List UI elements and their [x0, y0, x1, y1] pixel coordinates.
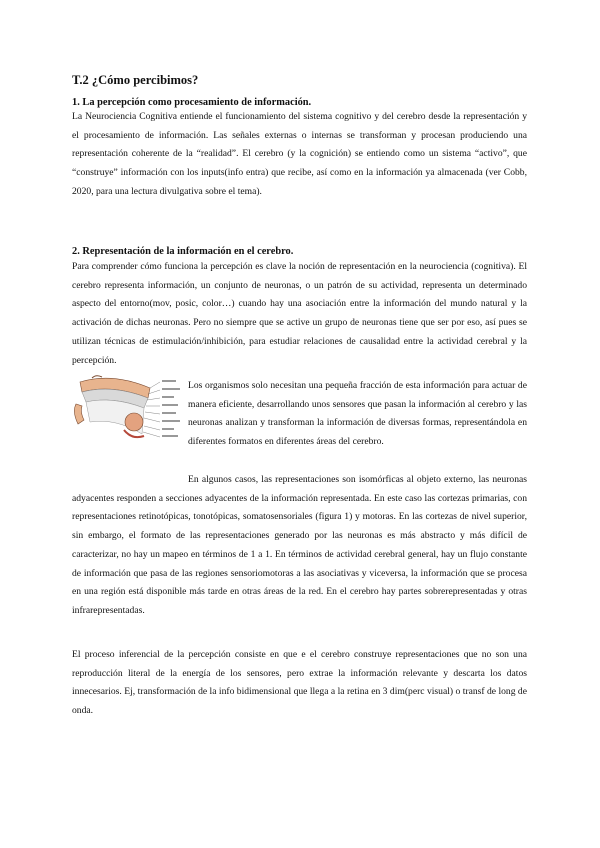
homunculus-figure-icon: [72, 374, 184, 444]
section-2-heading: 2. Representación de la información en el cerebro.: [72, 246, 294, 257]
section-2-paragraph-2: En algunos casos, las representaciones son isomórficas al objeto externo, las neuronas adyacentes responden a secciones adyacentes de la información representada. En este caso las cortezas primarias, con representaciones retinotópicas, tonotópicas, somatosensoriales (figura 1) y motoras. En las cortezas de nivel superior, sin embargo, el formato de las representaciones generado por las neuronas es más abstracto y más difícil de caracterizar, no hay un mapeo en términos de 1 a 1. En términos de actividad cerebral general, hay un flujo constante de información que pasa de las regiones sensoriomotoras a las asociativas y viceversa, la información que se procesa en una región está disponible más tarde en otras áreas de la red. En el cerebro hay partes sobrerepresentadas y otras infrarepresentadas.: [72, 474, 527, 616]
figure-wrapped-text: Los organismos solo necesitan una pequeña fracción de esta información para actuar de manera eficiente, desarrollando unos sensores que pasan la información al cerebro y las neuronas analizan y transforman la información de diversas formas, representándola en diferentes formatos en diferentes áreas del cerebro.: [188, 380, 527, 448]
section-2-paragraph-1: Para comprender cómo funciona la percepción es clave la noción de representación en la neurociencia (cognitiva). El cerebro representa información, un conjunto de neuronas, o un patrón de su actividad, representa un determinado aspecto del entorno(mov, posic, color…) cuando hay una asociación entre la información del mundo natural y la activación de dichas neuronas. Pero no siempre que se active un grupo de neuronas tiene que ser por eso, así pues se utilizan técnicas de estimulación/inhibición, para estudiar relaciones de causalidad entre la actividad cerebral y la percepción.: [72, 261, 527, 366]
page-title: T.2 ¿Cómo percibimos?: [72, 73, 199, 87]
section-1-heading: 1. La percepción como procesamiento de información.: [72, 97, 312, 108]
section-2-paragraph-3: El proceso inferencial de la percepción consiste en que e el cerebro construye representaciones que no son una reproducción literal de la energía de los sensores, pero extrae la información relevante y descarta los datos innecesarios. Ej, transformación de la info bidimensional que llega a la retina en 3 dim(perc visual) o transf de long de onda.: [72, 649, 527, 717]
section-1-paragraph: La Neurociencia Cognitiva entiende el funcionamiento del sistema cognitivo y del cerebro desde la representación y el procesamiento de información. Las señales externas o internas se transforman y procesan produciendo una representación coherente de la “realidad”. El cerebro (y la cognición) se entiendo como un sistema “activo”, que “construye” información con los inputs(info entra) que recibe, así como en la información ya almacenada (ver Cobb, 2020, para una lectura divulgativa sobre el tema).: [72, 111, 527, 197]
